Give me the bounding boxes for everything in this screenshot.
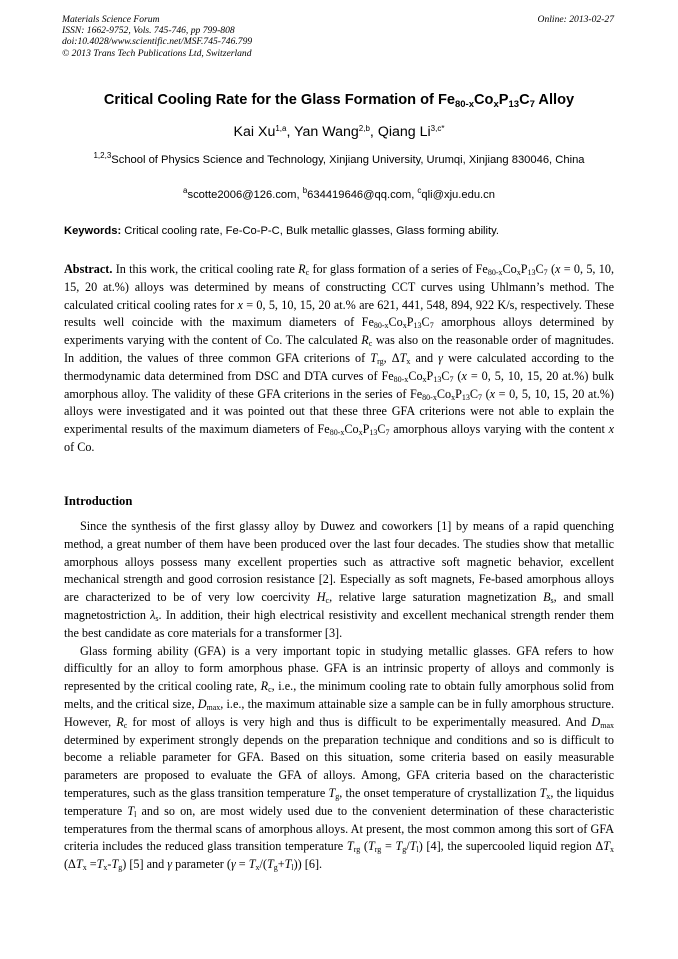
paper-title: Critical Cooling Rate for the Glass Formation of $Fe_{80-x}Co_xP_{13}C_7$ Alloy [103,92,575,110]
issn-line: ISSN: 1662-9752, Vols. 745-746, pp 799-808 [62,25,235,37]
email-link[interactable]: 634419646@qq.com, [307,189,415,201]
keywords-text: Critical cooling rate, Fe-Co-P-C, Bulk metallic glasses, Glass forming ability. [121,225,499,237]
author-list: Kai Xu$^{1,a}$, Yan Wang$^{2,b}$, Qiang $Li^{3,c*}$ [233,124,445,140]
author-name: Yan Wang [294,124,359,140]
paragraph: Glass forming ability (GFA) is a very important topic in studying metallic glasses. GFA refers to how difficultly for an alloy to form amorphous phase. GFA is an intrinsic property of alloys and commonly is represented by the critical cooling rate, $R_c$, i.e., the minimum cooling rate to obtain fully amorphous solid from melts, and the critical size, $D_{max}$, i.e., the maximum attainable size a sample can be in fully amorphous structure. However, $R_c$ for most of alloys is very high and thus is difficult to be experimentally measured. And $D_{max}$ determined by experiment strongly depends on the preparation technique and conditions and so is difficult to become a reliable parameter for GFA. Based on this situation, some criteria based on easily measurable parameters are proposed to evaluate the GFA of alloys. Among, GFA criteria based on the characteristic temperatures, such as the glass transition temperature $T_g$, the onset temperature of crystallization $T_x$, the liquidus temperature $T_l$ and so on, are most widely used due to the convenient determination of these characteristic temperatures from the thermal scans of amorphous alloys. At present, the most common among this sort of GFA criteria includes the reduced glass transition temperature $T_{rg}$ $(T_{rg} = T_g/T_l)$ [4], the supercooled liquid region $\Delta T_x$ $(\Delta T_x =T_x-T_g)$ [5] and γ parameter $(\gamma = T_x/(T_g+T_l))$ [6]. [64,643,615,873]
journal-header [62,14,252,59]
online-date: Online: 2013-02-27 [537,14,614,25]
keywords [64,223,614,240]
keywords-label: Keywords: [64,225,122,237]
section-heading-introduction: Introduction [64,494,133,508]
author-name: Qiang Li [377,124,431,140]
author-name: Kai Xu [233,124,276,140]
email-link[interactable]: scotte2006@126.com, [187,189,300,201]
affiliation: $^{1,2,3}$School of Physics Science and Technology, Xinjiang University, Urumqi, Xinjiang 830046, China [93,151,585,166]
author-emails: $^a$scotte2006@126.com, $^b$634419646@qq.com, $^c$qli@xju.edu.cn [183,186,495,201]
email-link[interactable]: qli@xju.edu.cn [421,189,495,201]
journal-name: Materials Science Forum [62,14,160,25]
introduction-body [64,518,614,874]
doi-line: doi:10.4028/www.scientific.net/MSF.745-746.799 [62,36,253,48]
paragraph: Since the synthesis of the first glassy alloy by Duwez and coworkers [1] by means of a rapid quenching method, a great number of them have been produced over the last four decades. The studies show that metallic amorphous alloys possess many excellent properties such as attractive soft magnetic behavior, excellent mechanical strength and good corrosion resistance [2]. Especially as soft magnets, Fe-based amorphous alloys are characterized to be of very low coercivity $H_c$, relative large saturation magnetization $B_s$, and small magnetostriction $\lambda_s$. In addition, their high electrical resistivity and excellent mechanical strength render them the best candidate as core materials for a transformer [3]. [64,519,614,640]
abstract-label: Abstract. [64,262,113,276]
copyright-line: © 2013 Trans Tech Publications Ltd, Switzerland [62,47,252,59]
abstract: Abstract. In this work, the critical cooling rate $R_c$ for glass formation of a series of $Fe_{80-x}Co_xP_{13}C_7$ (x = 0, 5, 10, 15, 20 at.%) alloys was determined by means of constructing CCT curves using Uhlmann’s method. The calculated critical cooling rates for x = 0, 5, 10, 15, 20 at.% are 621, 441, 548, 894, 922 K/s, respectively. These results well coincide with the maximum diameters of $Fe_{80-x}Co_xP_{13}C_7$ amorphous alloys determined by experiments varying with the content of Co. The calculated $R_c$ was also on the reasonable order of magnitudes. In addition, the values of three common GFA criterions of $T_{rg}$, $\Delta T_x$ and γ were calculated according to the thermodynamic data determined from DSC and DTA curves of $Fe_{80-x}Co_xP_{13}C_7$ (x = 0, 5, 10, 15, 20 at.%) bulk amorphous alloy. The validity of these GFA criterions in the series of $Fe_{80-x}Co_xP_{13}C_7$ (x = 0, 5, 10, 15, 20 at.%) alloys were investigated and it was pointed out that these three GFA criterions were not able to explain the experimental results of the maximum diameters of $Fe_{80-x}Co_xP_{13}C_7$ amorphous alloys varying with the content x of Co. [64,262,615,454]
